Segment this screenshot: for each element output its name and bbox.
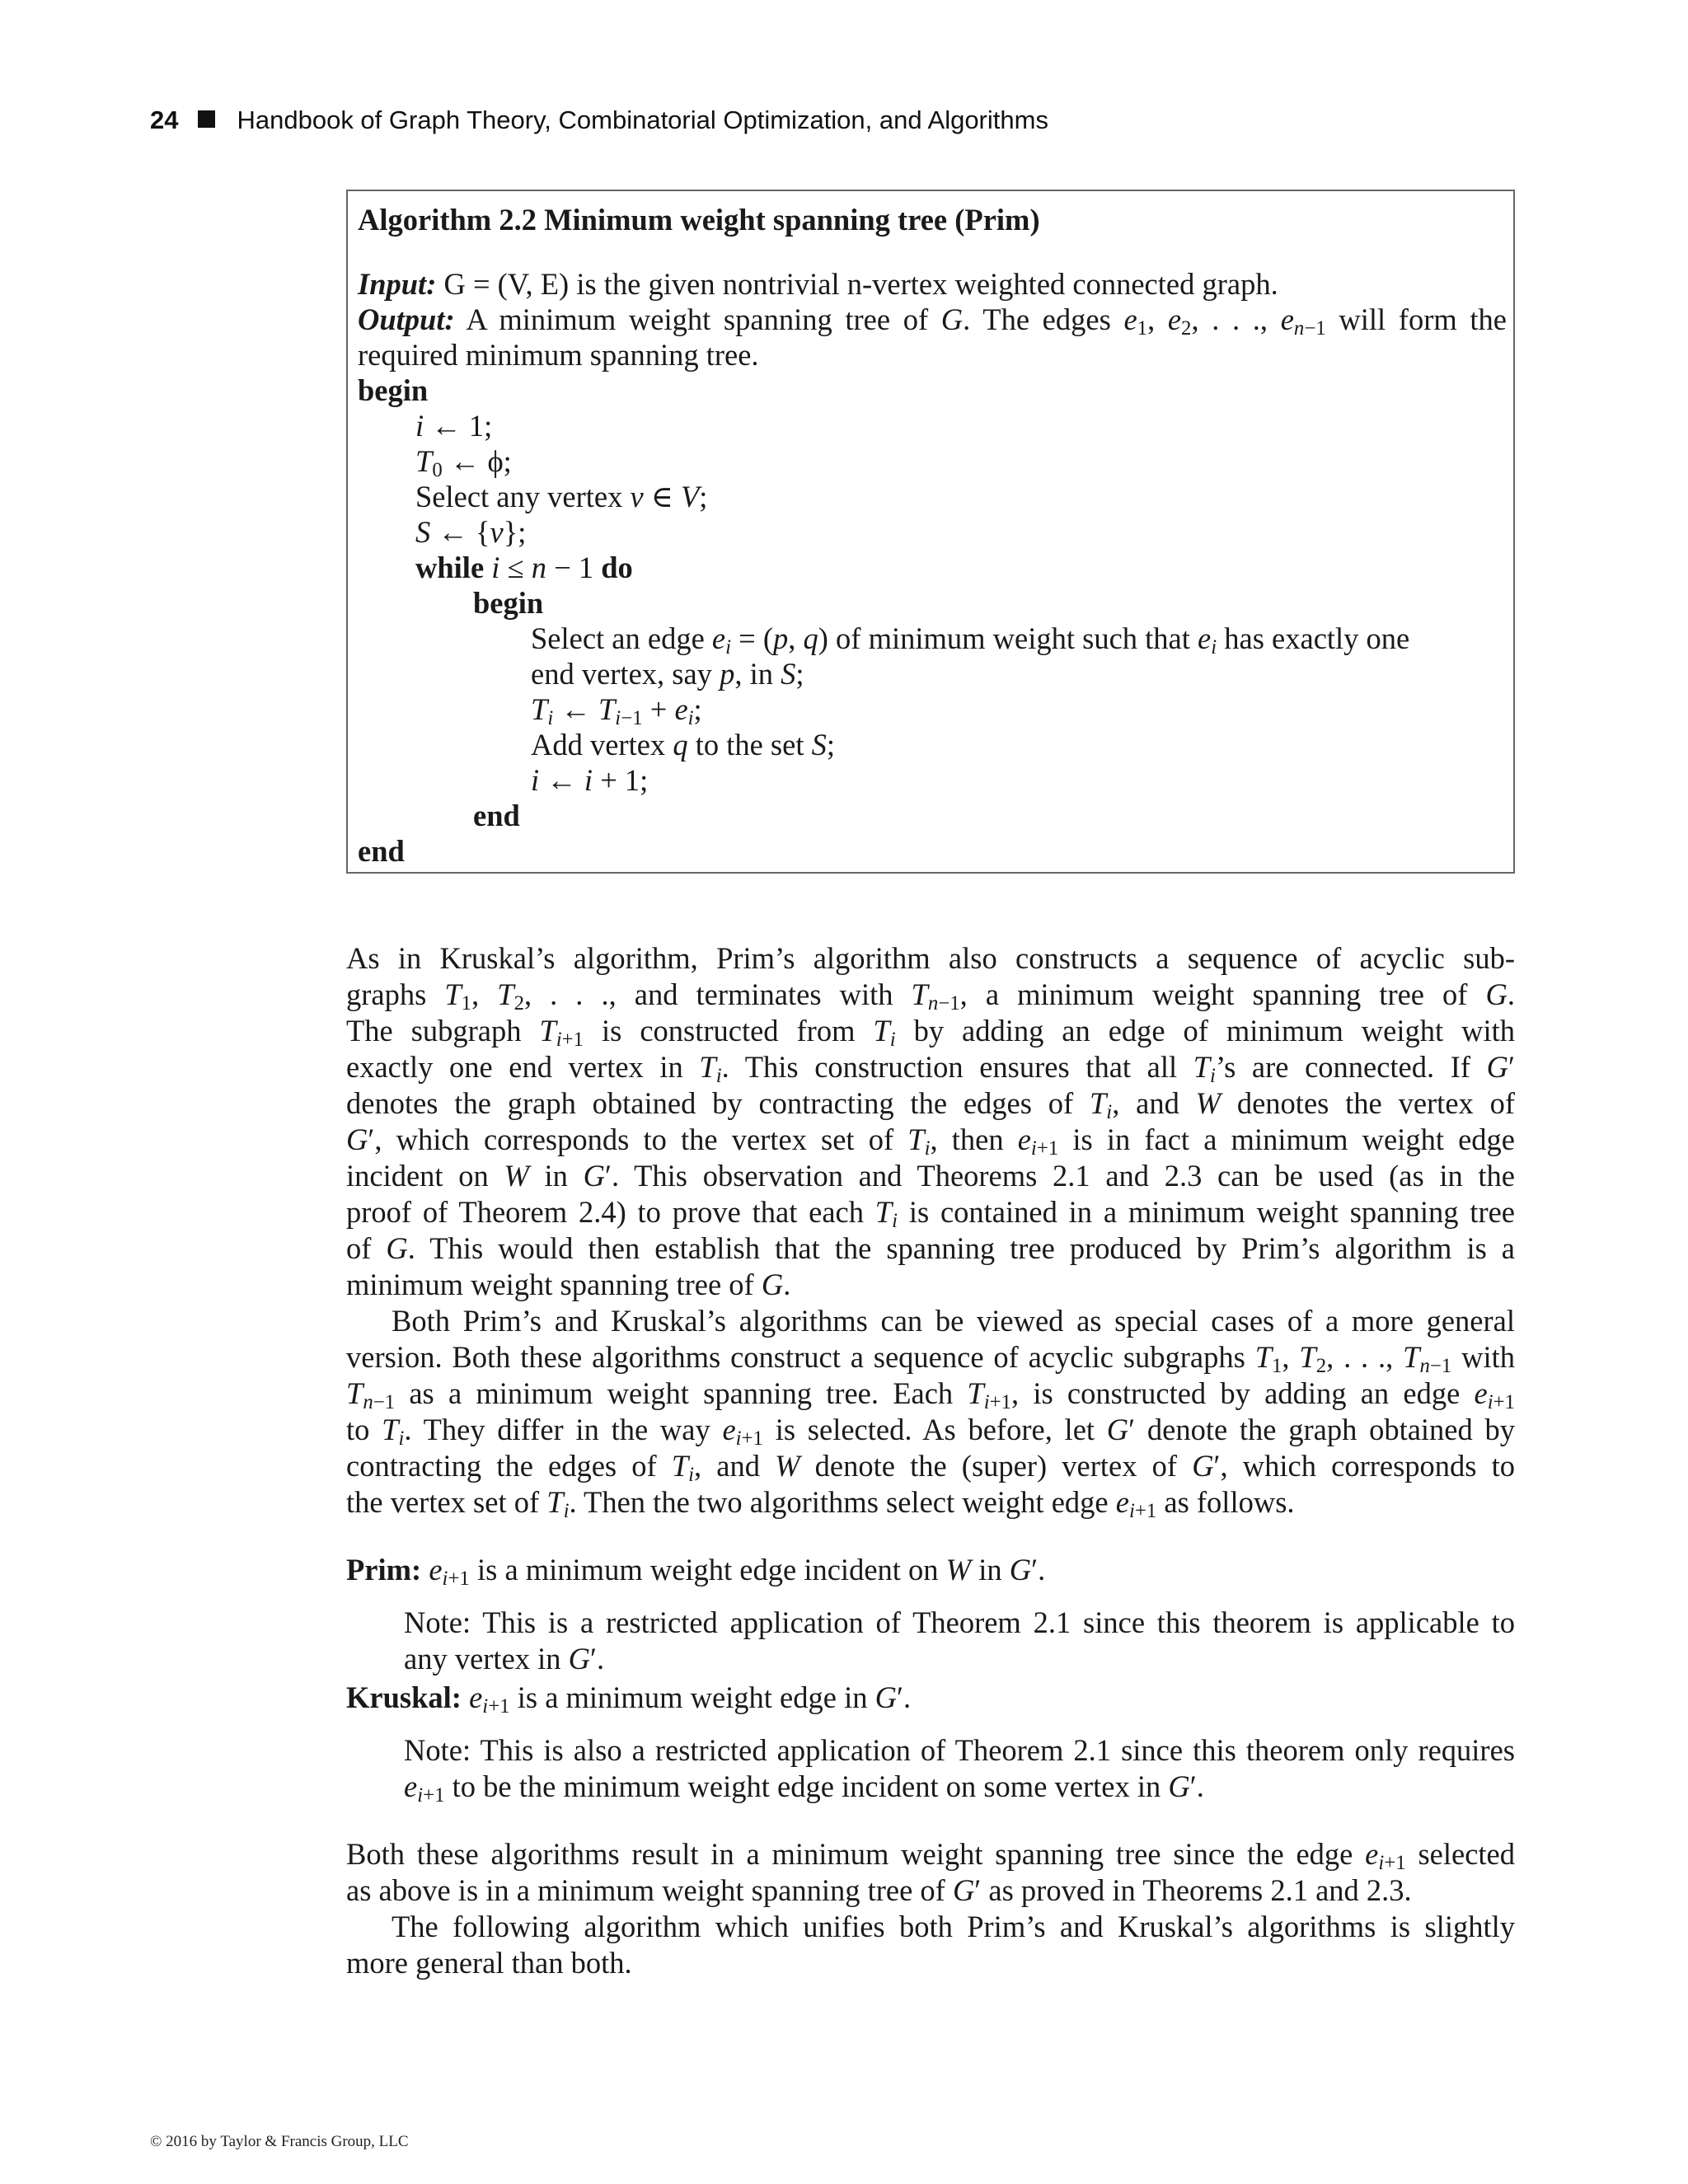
p4-line-1: The following algorithm which unifies both Prim’s and Kruskal’s algorithms is slightly (392, 1910, 1515, 1943)
p1-line-10: minimum weight spanning tree of G. (346, 1268, 791, 1301)
output-line-1: A minimum weight spanning tree of G. The edges $e_1$, $e_2$, . . ., $e_{n-1}$ will form the (466, 302, 1507, 340)
algo-line-init-s: S ← {v}; (415, 515, 527, 549)
p1-line-8: proof of Theorem 2.4) to prove that each $T_i$ is contained in a minimum weight spanning tree (346, 1195, 1515, 1233)
algorithm-input: Input: G = (V, E) is the given nontrivial n-vertex weighted connected graph. (358, 267, 1278, 301)
input-text: G = (V, E) is the given nontrivial n-vertex weighted connected graph. (443, 267, 1278, 301)
p3-line-1: Both these algorithms result in a minimum weight spanning tree since the edge $e_{i+1}$ selected (346, 1837, 1515, 1875)
algo-line-init-t0: $T_0$ ← ϕ; (415, 444, 512, 482)
prim-note-line-2: any vertex in G′. (404, 1642, 605, 1675)
inner-begin-keyword: begin (473, 586, 544, 620)
p2-line-4: to $T_i$. They differ in the way $e_{i+1}$ is selected. As before, let G′ denote the graph obtained by (346, 1413, 1515, 1451)
p1-line-4: exactly one end vertex in $T_i$. This construction ensures that all $T_i’s$ are connected. If G′ (346, 1050, 1515, 1088)
page-number: 24 (150, 105, 179, 134)
p1-line-6: G′, which corresponds to the vertex set of $T_i$, then $e_{i+1}$ is in fact a minimum weight edge (346, 1122, 1516, 1160)
kruskal-rule: Kruskal: $e_{i+1}$ is a minimum weight edge in G′. (346, 1680, 912, 1718)
kruskal-note-line-2: $e_{i+1}$ to be the minimum weight edge incident on some vertex in G′. (404, 1769, 1204, 1807)
p4-line-2: more general than both. (346, 1946, 632, 1980)
p1-line-7: incident on W in G′. This observation and Theorems 2.1 and 2.3 can be used (as in the (346, 1159, 1515, 1193)
p1-line-5: denotes the graph obtained by contracting the edges of $T_i$, and W denotes the vertex of (346, 1086, 1515, 1124)
square-bullet-icon (198, 110, 215, 128)
algo-line-select-edge: Select an edge $e_i = (p$, q) of minimum weight such that $e_i$ has exactly one (531, 621, 1410, 659)
p3-line-2: as above is in a minimum weight spanning tree of G′ as proved in Theorems 2.1 and 2.3. (346, 1873, 1412, 1907)
p2-line-3: $T_{n-1}$ as a minimum weight spanning tree. Each $T_{i+1}$, is constructed by adding an edge $e_{i+1}$ (346, 1376, 1516, 1414)
book-title: Handbook of Graph Theory, Combinatorial Optimization, and Algorithms (237, 105, 1048, 134)
copyright-footer: © 2016 by Taylor & Francis Group, LLC (150, 2133, 409, 2150)
p1-line-9: of G. This would then establish that the spanning tree produced by Prim’s algorithm is a (346, 1231, 1515, 1265)
algo-line-while: while i ≤ n − 1 do (415, 551, 633, 584)
algo-line-select-vertex: Select any vertex v ∈ V; (415, 480, 708, 513)
p2-line-1: Both Prim’s and Kruskal’s algorithms can be viewed as special cases of a more general (392, 1304, 1515, 1338)
kruskal-note-line-1: Note: This is also a restricted application of Theorem 2.1 since this theorem only requires (404, 1733, 1515, 1767)
p1-line-2: graphs $T_1$, $T_2$, . . ., and terminates with $T_{n-1}$, a minimum weight spanning tree of G. (346, 977, 1515, 1015)
p1-line-3: The subgraph $T_{i+1}$ is constructed from $T_i$ by adding an edge of minimum weight with (346, 1014, 1515, 1052)
algorithm-output: Output: A minimum weight spanning tree of G. The edges $e_1$, $e_2$, . . ., $e_{n-1}$ will form the (358, 302, 1507, 340)
algorithm-title: Algorithm 2.2 Minimum weight spanning tree (Prim) (358, 203, 1040, 237)
p2-line-6: the vertex set of $T_i$. Then the two algorithms select weight edge $e_{i+1}$ as follows. (346, 1485, 1295, 1523)
begin-keyword: begin (358, 373, 429, 407)
algorithm-box (346, 190, 1515, 874)
end-keyword: end (358, 834, 405, 868)
prim-note-line-1: Note: This is a restricted application of Theorem 2.1 since this theorem is applicable to (404, 1605, 1515, 1639)
output-line-2: required minimum spanning tree. (358, 338, 759, 372)
algo-line-init-i: i ← 1; (415, 409, 493, 443)
algo-line-update-t: $T_i$ ← $T_{i-1} + e_i$; (531, 692, 702, 730)
algo-line-add-vertex: Add vertex q to the set S; (531, 728, 835, 762)
p2-line-5: contracting the edges of $T_i$, and W denote the (super) vertex of G′, which corresponds to (346, 1449, 1516, 1487)
algo-line-end-vertex: end vertex, say p, in S; (531, 657, 804, 691)
algo-line-increment: i ← i + 1; (531, 763, 649, 797)
p2-line-2: version. Both these algorithms construct a sequence of acyclic subgraphs $T_1$, $T_2$, . . ., $T_{n-1}$ with (346, 1340, 1516, 1378)
prim-rule: Prim: $e_{i+1}$ is a minimum weight edge incident on W in G′. (346, 1553, 1046, 1591)
inner-end-keyword: end (473, 799, 520, 832)
running-header (150, 105, 1048, 135)
p1-line-1: As in Kruskal’s algorithm, Prim’s algorithm also constructs a sequence of acyclic sub- (346, 941, 1515, 975)
